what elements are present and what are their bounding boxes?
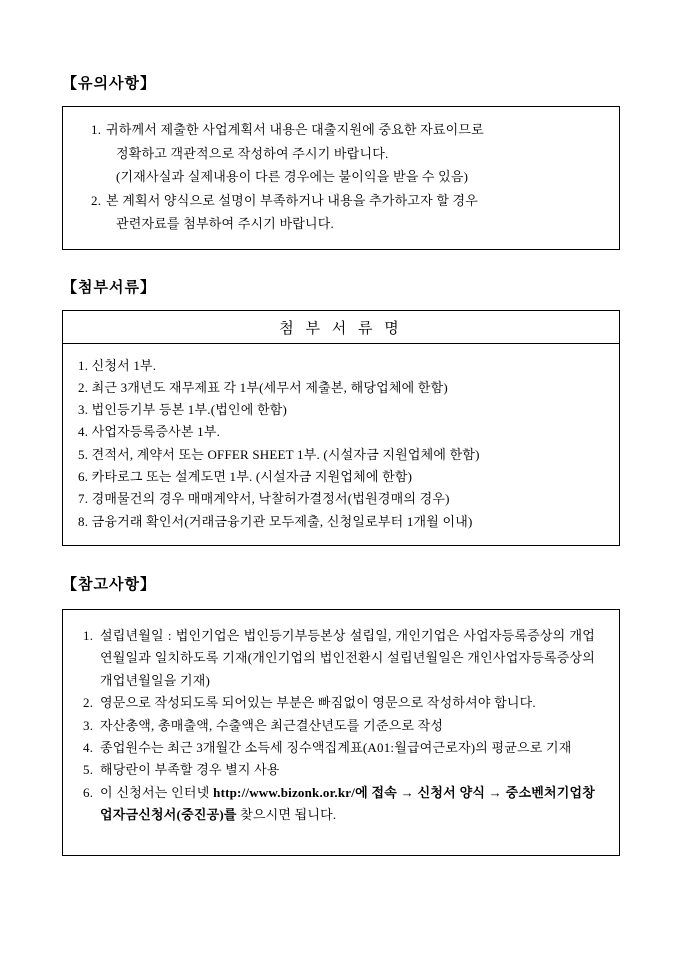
attachment-item-6: 6. 카타로그 또는 설계도면 1부. (시설자금 지원업체에 한함) <box>78 468 413 484</box>
note-item-1-text: 귀하께서 제출한 사업계획서 내용은 대출지원에 중요한 자료이므로 <box>106 122 484 137</box>
note-item-2-line-1 <box>91 189 597 213</box>
references-box <box>62 609 620 856</box>
attachment-item-2: 2. 최근 3개년도 재무제표 각 1부(세무서 제출본, 해당업체에 한함) <box>78 379 448 395</box>
reference-item-2-text: 영문으로 작성되도록 되어있는 부분은 빠짐없이 영문으로 작성하셔야 합니다. <box>100 695 536 711</box>
attachment-item-5: 5. 견적서, 계약서 또는 OFFER SHEET 1부. (시설자금 지원업체에 한함) <box>78 446 480 462</box>
attachments-table-header: 첨 부 서 류 명 <box>63 311 619 344</box>
note-item-1-line-3: (기재사실과 실제내용이 다른 경우에는 불이익을 받을 수 있음) <box>116 169 469 184</box>
reference-item-3 <box>83 715 595 737</box>
reference-item-3-text: 자산총액, 총매출액, 수출액은 최근결산년도를 기준으로 작성 <box>100 717 444 733</box>
attachments-table-body <box>63 344 619 545</box>
reference-item-5 <box>83 759 595 781</box>
reference-item-6 <box>83 782 595 827</box>
reference-item-6-text <box>100 782 595 827</box>
note-item-1-line-2: 정확하고 객관적으로 작성하여 주시기 바랍니다. <box>116 145 389 161</box>
reference-item-4-text: 종업원수는 최근 3개월간 소득세 징수액집계표(A01:월급여근로자)의 평균으로 기재 <box>100 739 572 755</box>
reference-item-1-number: 1. <box>83 627 94 643</box>
reference-item-5-number: 5. <box>83 762 94 778</box>
notes-heading: 【유의사항】 <box>62 76 156 92</box>
note-item-1-line-1 <box>91 118 597 142</box>
reference-item-6-prefix: 이 신청서는 인터넷 <box>100 784 214 800</box>
attachments-table <box>62 310 620 546</box>
reference-item-3-number: 3. <box>83 717 94 733</box>
reference-item-4-number: 4. <box>83 739 94 755</box>
reference-item-1 <box>83 625 595 692</box>
reference-item-1-text: 설립년월일 : 법인기업은 법인등기부등본상 설립일, 개인기업은 사업자등록증상의 개업연월일과 일치하도록 기재(개인기업의 법인전환시 설립년월일은 개인사업자등록증상의 개업년월일을 기재) <box>100 627 595 688</box>
note-item-2-text: 본 계획서 양식으로 설명이 부족하거나 내용을 추가하고자 할 경우 <box>106 192 479 208</box>
reference-item-6-suffix: 찾으시면 됩니다. <box>236 807 337 823</box>
attachment-item-3: 3. 법인등기부 등본 1부.(법인에 한함) <box>78 402 288 418</box>
reference-item-2 <box>83 692 595 714</box>
reference-item-5-text: 해당란이 부족할 경우 별지 사용 <box>100 762 280 778</box>
attachments-heading: 【첨부서류】 <box>62 279 156 296</box>
note-item-2-number: 2. <box>91 192 102 208</box>
note-item-2-line-2: 관련자료를 첨부하여 주시기 바랍니다. <box>116 216 334 231</box>
references-heading: 【참고사항】 <box>62 576 156 593</box>
attachment-item-4: 4. 사업자등록증사본 1부. <box>78 424 221 440</box>
reference-item-2-number: 2. <box>83 695 94 711</box>
attachment-item-1: 1. 신청서 1부. <box>78 357 157 373</box>
note-item-1-number: 1. <box>91 122 102 137</box>
notes-box <box>62 106 620 250</box>
attachment-item-7: 7. 경매물건의 경우 매매계약서, 낙찰허가결정서(법원경매의 경우) <box>78 491 450 507</box>
reference-item-6-number: 6. <box>83 784 94 800</box>
attachment-item-8: 8. 금융거래 확인서(거래금융기관 모두제출, 신청일로부터 1개월 이내) <box>78 513 473 529</box>
reference-item-4 <box>83 737 595 759</box>
reference-item-6-url-path: http://www.bizonk.or.kr/에 접속 → 신청서 양식 → 중소벤처기업창업자금신청서(중진공)를 <box>100 784 595 823</box>
